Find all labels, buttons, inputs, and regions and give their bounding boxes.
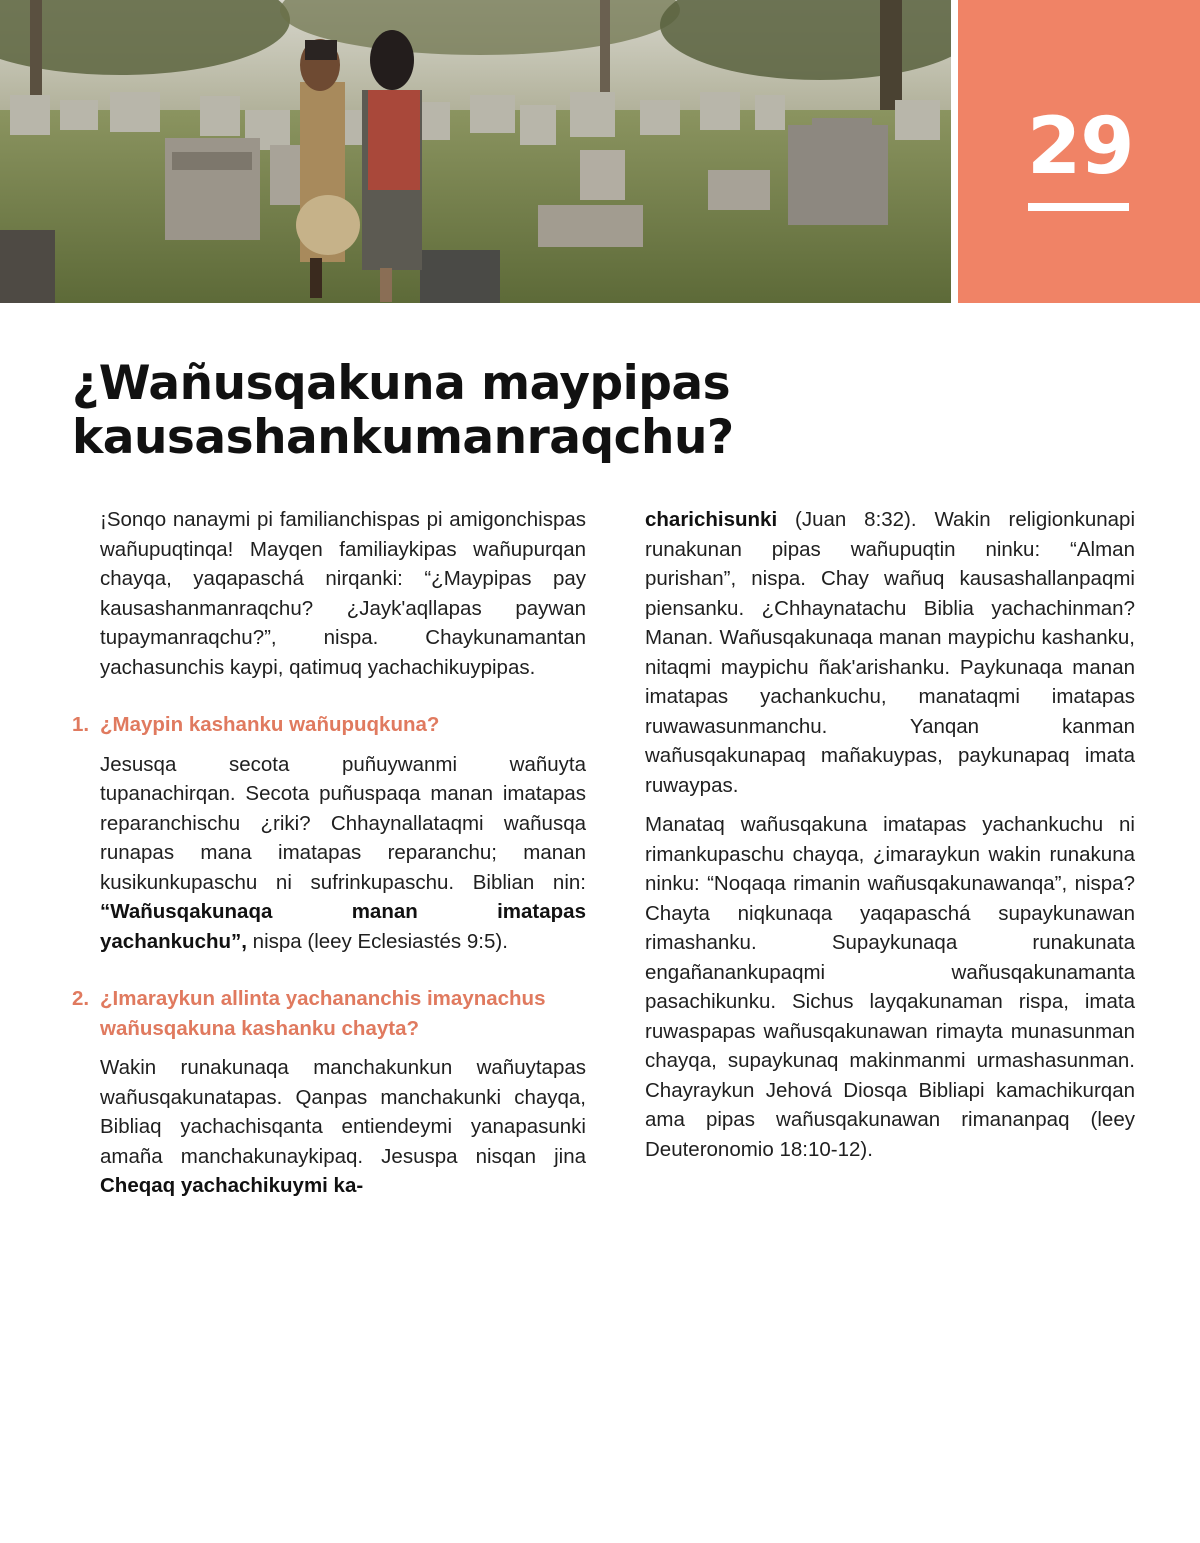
question-text: ¿Maypin kashanku wañupuqkuna? [100,713,440,736]
section-2-paragraph-continued [645,505,1135,800]
page-title [72,357,734,465]
question-number: 1. [72,713,90,736]
question-text [100,984,546,1043]
question-line-1: ¿Imaraykun allinta yachananchis imaynachus [100,987,546,1010]
title-line-1: ¿Wañusqakuna maypipas [72,356,731,411]
bold-quote: Cheqaq yachachikuymi ka- [100,1174,364,1197]
body-text: nispa (leey Eclesiastés 9:5). [246,929,508,953]
section-1-paragraph [100,750,586,957]
right-column [645,505,1135,1174]
question-2-heading [72,984,586,1043]
body-text: Jesusqa secota puñuywanmi wañuyta tupanachirqan. Secota puñuspaqa manan imatapas reparanchischu ¿riki? Chhaynallataqmi wañusqa runapas mana imatapas reparanchu; manan kusikunkupaschu ni sufrinkupaschu. Biblian nin: [100,752,586,894]
intro-paragraph: ¡Sonqo nanaymi pi familianchispas pi amigonchispas wañupuqtinqa! Mayqen familiaykipas wañupurqan chayqa, yaqapaschá nirqanki: “¿Maypipas pay kausashanmanraqchu? ¿Jayk'aqllapas paywan tupaymanraqchu?”, nispa. Chaykunamantan yachasunchis kaypi, qatimuq yachachikuypipas. [100,508,586,679]
section-2-paragraph-start [100,1053,586,1201]
question-1-heading [72,710,586,740]
bold-quote: “Wañusqakunaqa manan imatapas yachankuchu”, [100,900,586,953]
bold-quote-continued: charichisunki [645,508,778,531]
left-column [72,505,586,1211]
hero-image [0,0,951,303]
section-2-paragraph-2: Manataq wañusqakuna imatapas yachankuchu ni rimankupaschu chayqa, ¿imaraykun wakin runakuna ninku: “Noqaqa rimanin wañusqakunawanqa”, nispa? Chayta niqkunaqa yaqapaschá supaykunawan rimashanku. Supaykunaqa runakunata engañanankupaqmi wañusqakunamanta pasachikunku. Sichus layqakunaman rispa, imata ruwaspapas wañusqakunawan rimayta munasunman chayqa, supaykunaq makinmanmi urmashasunman. Chayraykun Jehová Diosqa Bibliapi kamachikurqan ama pipas wañusqakunawan rimananpaq (leey Deuteronomio 18:10-12). [645,813,1135,1161]
body-text: (Juan 8:32). Wakin religionkunapi runakunan pipas wañupuqtin ninku: “Alman purishan”, nispa. Chay wañuq kausashallanpaqmi piensanku. ¿Chhaynatachu Biblia yachachinman? Manan. Wañusqakunaqa manan maypichu kashanku, nitaqmi maypichu ñak'arishanku. Paykunaqa manan imatapas yachankuchu, manataqmi imatapas ruwawasunmanchu. Yanqan kanman wañusqakunapaq mañakuypas, paykunapaq imata ruwaypas. [645,508,1135,797]
question-line-2: wañusqakuna kashanku chayta? [100,1016,420,1040]
chapter-number-underline [1028,203,1129,211]
chapter-number: 29 [1027,102,1134,192]
body-text: Wakin runakunaqa manchakunkun wañuytapas wañusqakunatapas. Qanpas manchakunki chayqa, Bibliaq yachachisqanta entiendeymi yanapasunki amaña manchakunaykipaq. Jesuspa nisqan jina [100,1056,586,1168]
question-number: 2. [72,987,90,1010]
title-line-2: kausashankumanraqchu? [72,410,734,465]
